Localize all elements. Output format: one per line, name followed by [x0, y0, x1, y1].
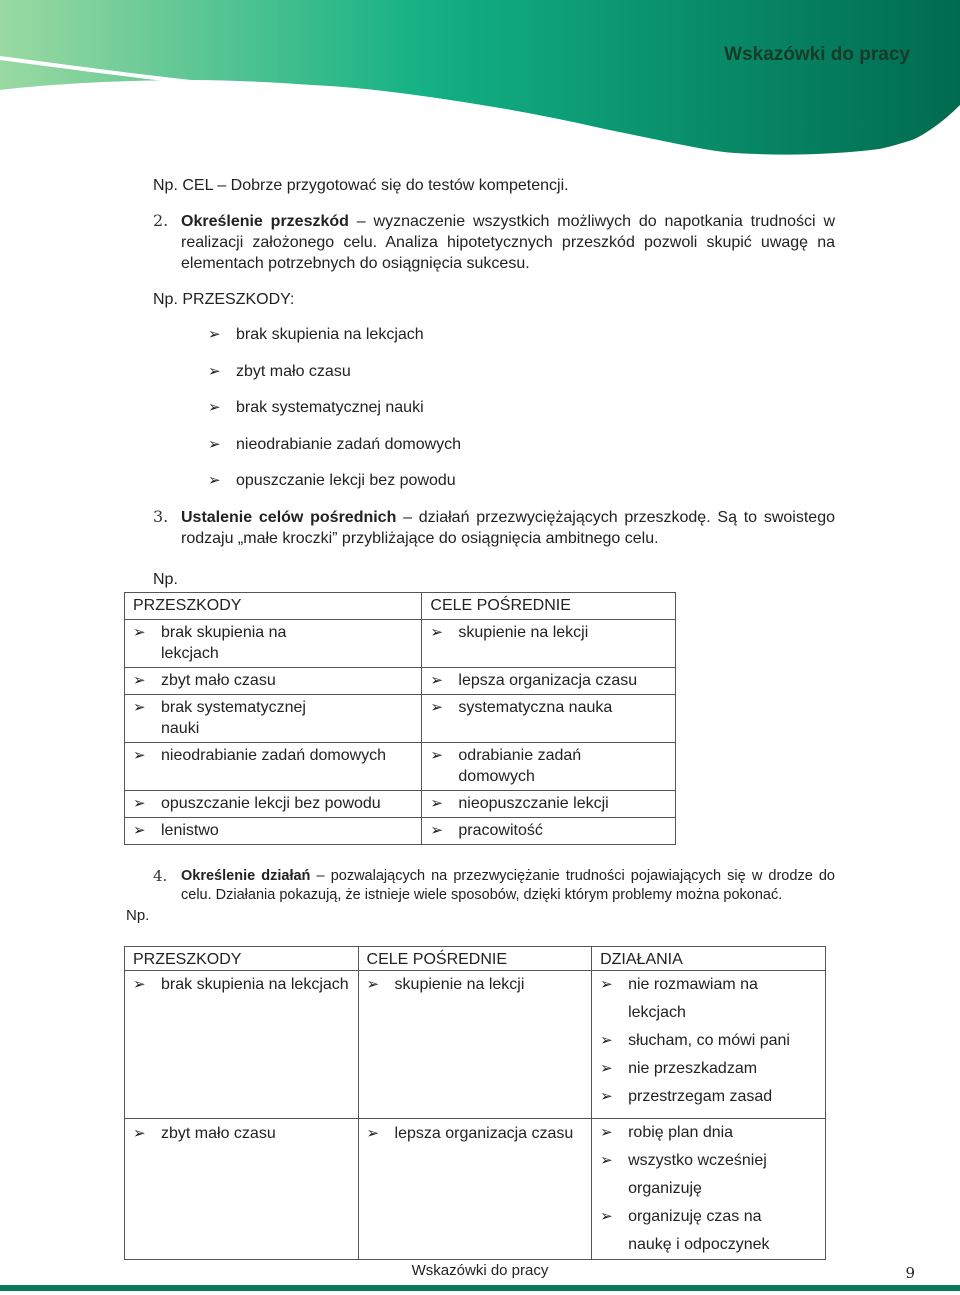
arrow-bullet-icon: ➢ [600, 1032, 613, 1049]
step-4-title: Określenie działań [181, 868, 311, 884]
arrow-bullet-icon: ➢ [133, 624, 146, 641]
step-4-text: – pozwalających na przezwyciężanie trudności pojawiających się w drodze do celu. Działania pokazują, że istnieje wiele sposobów, dzięki którym problemy można pokonać. [181, 868, 835, 903]
arrow-bullet-icon: ➢ [430, 747, 443, 764]
step-3-text: – działań przezwyciężających przeszkodę. Są to swoistego rodzaju „małe kroczki” przybliżające do osiągnięcia ambitnego celu. [181, 509, 835, 547]
footer-rule [0, 1285, 960, 1291]
table-cell: nie przeszkadzam [628, 1060, 758, 1077]
arrow-bullet-icon: ➢ [208, 326, 221, 343]
table-row [125, 743, 676, 791]
list-item [208, 434, 461, 471]
header-title: Wskazówki do pracy [724, 44, 910, 65]
arrow-bullet-icon: ➢ [430, 624, 443, 641]
table-cell: skupienie na lekcji [394, 976, 525, 993]
table-header-cell: CELE POŚREDNIE [422, 593, 676, 620]
arrow-bullet-icon: ➢ [133, 699, 146, 716]
table-cell: lepsza organizacja czasu [394, 1125, 574, 1142]
arrow-bullet-icon: ➢ [208, 435, 221, 453]
arrow-bullet-icon: ➢ [600, 976, 613, 993]
arrow-bullet-icon: ➢ [430, 795, 443, 812]
table-cell: przestrzegam zasad [628, 1088, 773, 1105]
arrow-bullet-icon: ➢ [430, 672, 443, 689]
arrow-bullet-icon: ➢ [208, 472, 221, 489]
list-item-text: brak systematycznej nauki [236, 399, 424, 416]
table-header-cell: PRZESZKODY [125, 593, 422, 620]
table-cell: słucham, co mówi pani [628, 1032, 790, 1049]
arrow-bullet-icon: ➢ [600, 1088, 613, 1105]
table-cell: lepsza organizacja czasu [458, 672, 638, 689]
arrow-bullet-icon: ➢ [430, 699, 443, 716]
table-cell: pracowitość [458, 822, 543, 839]
step-3-title: Ustalenie celów pośrednich [181, 509, 397, 526]
footer-title: Wskazówki do pracy [411, 1262, 549, 1279]
step-3-example-label: Np. [153, 571, 178, 588]
arrow-bullet-icon: ➢ [133, 747, 146, 764]
table-row [125, 620, 676, 668]
arrow-bullet-icon: ➢ [430, 822, 443, 839]
step-2-title: Określenie przeszkód [181, 213, 349, 230]
table-row [125, 695, 676, 743]
list-item-text: nieodrabianie zadań domowych [236, 435, 462, 453]
step-2-example-label: Np. PRZESZKODY: [153, 291, 295, 308]
table-cell: brak skupienia na lekcjach [161, 624, 287, 662]
table-cell: brak systematycznej nauki [161, 699, 306, 737]
step-4-example-label: Np. [126, 907, 150, 924]
page-number: 9 [905, 1264, 915, 1282]
list-item [208, 361, 461, 398]
list-item-text: brak skupienia na lekcjach [236, 326, 424, 343]
arrow-bullet-icon: ➢ [133, 672, 146, 689]
list-item-text: zbyt mało czasu [236, 362, 351, 380]
table-cell: zbyt mało czasu [161, 1125, 276, 1142]
table-row [125, 818, 676, 845]
arrow-bullet-icon: ➢ [208, 399, 221, 416]
table-row [125, 1119, 826, 1260]
table-cell: opuszczanie lekcji bez powodu [161, 795, 381, 812]
arrow-bullet-icon: ➢ [600, 1060, 613, 1077]
table-cell: systematyczna nauka [458, 699, 613, 716]
goal-example: Np. CEL – Dobrze przygotować się do testów kompetencji. [153, 177, 569, 194]
arrow-bullet-icon: ➢ [366, 976, 380, 993]
list-item [208, 397, 461, 434]
table-cell: nieodrabianie zadań domowych [161, 747, 387, 764]
step-4-number: 4. [153, 867, 168, 885]
step-3-number: 3. [153, 507, 169, 526]
step-4-paragraph [181, 867, 835, 905]
arrow-bullet-icon: ➢ [133, 795, 146, 812]
arrow-bullet-icon: ➢ [600, 1124, 613, 1141]
table-header-row [125, 947, 826, 971]
list-item-text: opuszczanie lekcji bez powodu [236, 472, 456, 489]
obstacles-goals-table [124, 592, 676, 845]
table-row [125, 668, 676, 695]
table-row [125, 791, 676, 818]
arrow-bullet-icon: ➢ [600, 1208, 613, 1225]
arrow-bullet-icon: ➢ [133, 1125, 146, 1142]
header-band [0, 0, 960, 165]
table-row [125, 971, 826, 1119]
obstacles-goals-actions-table [124, 946, 826, 1260]
table-cell: wszystko wcześniej organizuję [628, 1152, 767, 1197]
step-2-text: – wyznaczenie wszystkich możliwych do napotkania trudności w realizacji założonego celu. Analiza hipotetycznych przeszkód pozwoli skupić uwagę na elementach potrzebnych do osiągnięcia sukcesu. [181, 213, 835, 272]
table-cell: nie rozmawiam na lekcjach [628, 976, 758, 1021]
table-header-cell: CELE POŚREDNIE [358, 947, 592, 971]
arrow-bullet-icon: ➢ [133, 976, 146, 993]
table-cell: organizuję czas na naukę i odpoczynek [628, 1208, 770, 1253]
table-cell: nieopuszczanie lekcji [458, 795, 609, 812]
list-item [208, 470, 461, 507]
list-item [208, 324, 461, 361]
step-3-paragraph [181, 507, 835, 549]
table-cell: lenistwo [161, 822, 219, 839]
arrow-bullet-icon: ➢ [133, 822, 146, 839]
table-cell: brak skupienia na lekcjach [161, 976, 349, 993]
arrow-bullet-icon: ➢ [208, 362, 221, 380]
obstacles-list [208, 324, 461, 507]
arrow-bullet-icon: ➢ [600, 1152, 613, 1169]
step-2-paragraph [181, 211, 835, 274]
arrow-bullet-icon: ➢ [366, 1125, 380, 1142]
step-2-number: 2. [153, 211, 169, 230]
table-header-cell: PRZESZKODY [125, 947, 359, 971]
table-cell: robię plan dnia [628, 1124, 734, 1141]
table-cell: zbyt mało czasu [161, 672, 276, 689]
table-header-cell: DZIAŁANIA [592, 947, 826, 971]
table-cell: odrabianie zadań domowych [458, 747, 582, 785]
table-cell: skupienie na lekcji [458, 624, 589, 641]
table-header-row [125, 593, 676, 620]
